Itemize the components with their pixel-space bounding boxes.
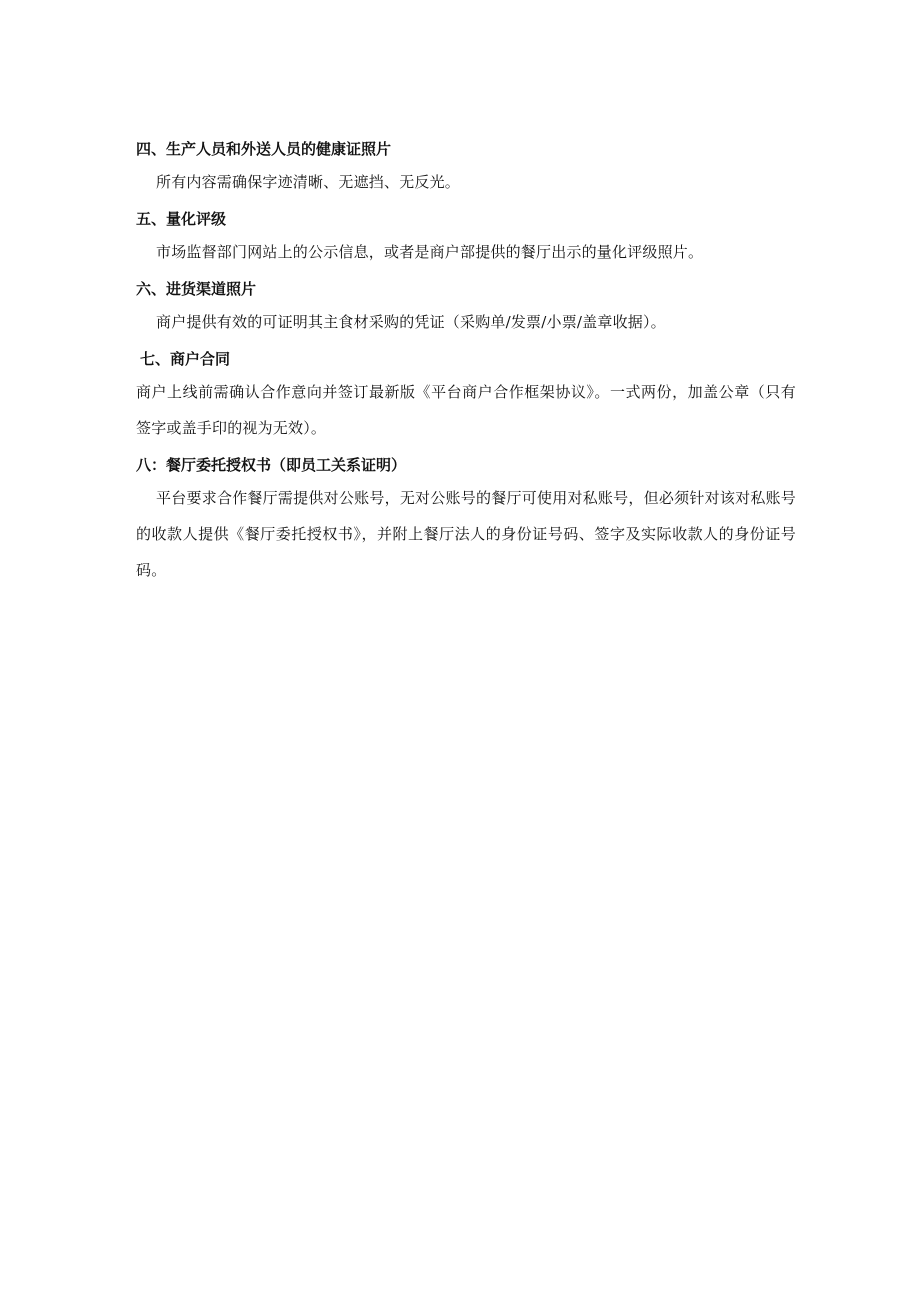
document-content [136, 134, 796, 588]
section-heading-merchant-contract: 七、商户合同 [140, 350, 231, 368]
section-body-quantified-rating: 市场监督部门网站上的公示信息，或者是商户部提供的餐厅出示的量化评级照片。 [156, 243, 704, 261]
section-body-health-certificate: 所有内容需确保字迹清晰、无遮挡、无反光。 [156, 173, 461, 191]
section-body-merchant-contract: 商户上线前需确认合作意向并签订最新版《平台商户合作框架协议》。一式两份，加盖公章（只有签字或盖手印的视为无效）。 [136, 383, 796, 437]
section-body-purchase-channel: 商户提供有效的可证明其主食材采购的凭证（采购单/发票/小票/盖章收据）。 [156, 313, 666, 331]
section-heading-purchase-channel: 六、进货渠道照片 [136, 280, 257, 298]
section-heading-authorization-letter: 八：餐厅委托授权书（即员工关系证明） [136, 456, 407, 474]
section-heading-health-certificate: 四、生产人员和外送人员的健康证照片 [136, 140, 392, 158]
section-body-authorization-letter: 平台要求合作餐厅需提供对公账号，无对公账号的餐厅可使用对私账号，但必须针对该对私账号的收款人提供《餐厅委托授权书》，并附上餐厅法人的身份证号码、签字及实际收款人的身份证号码。 [136, 489, 796, 579]
section-heading-quantified-rating: 五、量化评级 [136, 210, 227, 228]
